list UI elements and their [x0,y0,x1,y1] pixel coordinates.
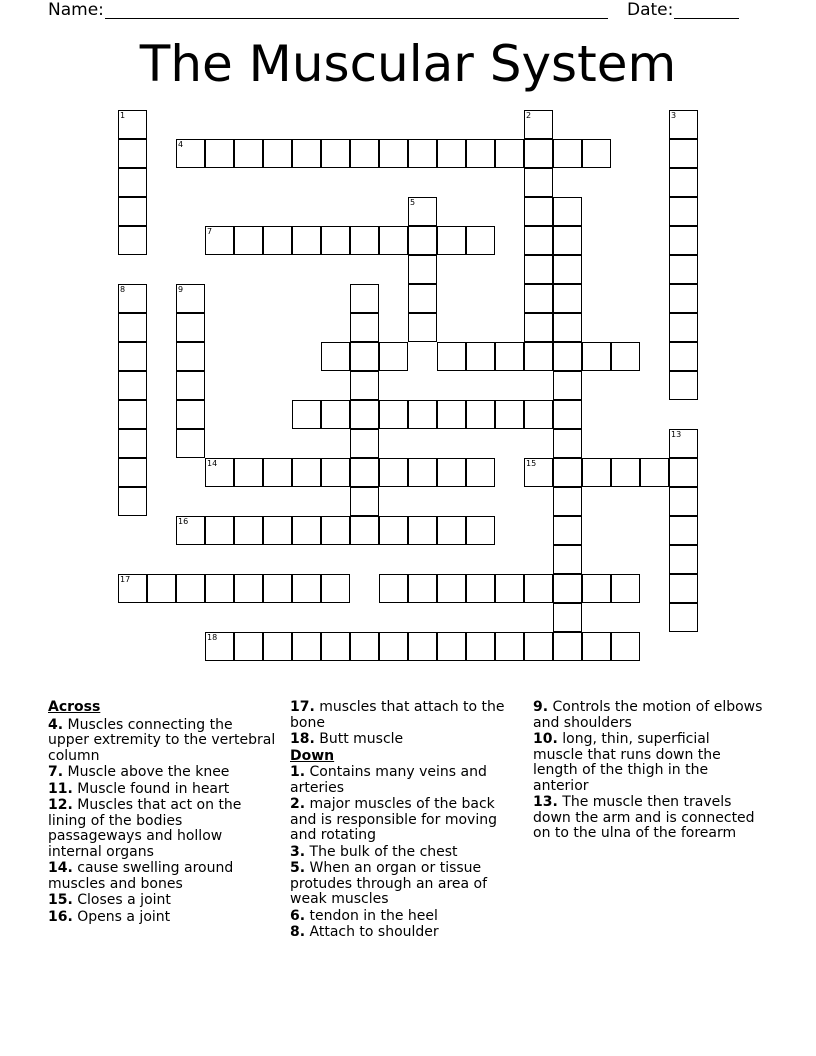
grid-cell[interactable] [118,458,147,487]
grid-cell[interactable] [495,400,524,429]
grid-cell[interactable] [582,458,611,487]
grid-cell[interactable] [350,284,379,313]
grid-cell[interactable] [408,632,437,661]
clue-column-3 [533,700,763,843]
grid-cell[interactable] [118,168,147,197]
grid-cell[interactable] [553,516,582,545]
clue-down: 5. When an organ or tissue protudes through an area of weak muscles [290,860,488,907]
clue-number: 14 [207,459,218,468]
grid-cell[interactable] [118,400,147,429]
grid-cell[interactable] [321,458,350,487]
grid-cell[interactable] [321,516,350,545]
grid-cell[interactable] [466,574,495,603]
clue-across: 17. muscles that attach to the bone [290,699,505,731]
grid-cell[interactable] [495,139,524,168]
name-label: Name: [48,0,104,20]
grid-cell[interactable] [669,197,698,226]
grid-cell[interactable] [234,458,263,487]
grid-cell[interactable] [408,574,437,603]
grid-cell[interactable] [553,603,582,632]
grid-cell[interactable] [234,226,263,255]
grid-cell[interactable] [582,139,611,168]
grid-cell[interactable] [611,574,640,603]
grid-cell[interactable] [669,516,698,545]
grid-cell[interactable] [408,400,437,429]
grid-cell[interactable] [350,516,379,545]
grid-cell[interactable] [321,342,350,371]
grid-cell[interactable] [205,632,234,661]
grid-cell[interactable] [408,458,437,487]
clue-number: 2 [526,111,532,120]
clue-down: 3. The bulk of the chest [290,843,458,860]
grid-cell[interactable] [205,516,234,545]
grid-cell[interactable] [263,516,292,545]
grid-cell[interactable] [350,400,379,429]
grid-cell[interactable] [553,574,582,603]
grid-cell[interactable] [611,458,640,487]
grid-cell[interactable] [379,226,408,255]
clue-column-1 [48,700,278,926]
grid-cell[interactable] [553,197,582,226]
grid-cell[interactable] [350,342,379,371]
grid-cell[interactable] [669,574,698,603]
clue-number: 13 [671,430,682,439]
clue-column-2 [290,700,520,942]
grid-cell[interactable] [466,458,495,487]
grid-cell[interactable] [553,371,582,400]
grid-cell[interactable] [205,139,234,168]
grid-cell[interactable] [524,284,553,313]
clue-across: 18. Butt muscle [290,731,404,747]
grid-cell[interactable] [524,255,553,284]
grid-cell[interactable] [582,342,611,371]
clue-down: 9. Controls the motion of elbows and shoulders [533,699,763,731]
grid-cell[interactable] [611,342,640,371]
grid-cell[interactable] [669,110,698,139]
grid-cell[interactable] [524,574,553,603]
grid-cell[interactable] [669,429,698,458]
grid-cell[interactable] [553,226,582,255]
clue-number: 9 [178,285,184,294]
grid-cell[interactable] [234,516,263,545]
clue-number: 17 [120,575,131,584]
clue-down: 13. The muscle then travels down the arm and is connected on to the ulna of the forearm [533,794,755,841]
grid-cell[interactable] [176,429,205,458]
grid-cell[interactable] [466,516,495,545]
grid-cell[interactable] [292,458,321,487]
clue-number: 4 [178,140,184,149]
grid-cell[interactable] [176,400,205,429]
clue-down: 10. long, thin, superficial muscle that runs down the length of the thigh in the anterior [533,731,721,794]
grid-cell[interactable] [350,226,379,255]
grid-cell[interactable] [669,226,698,255]
grid-cell[interactable] [437,400,466,429]
grid-cell[interactable] [205,574,234,603]
grid-cell[interactable] [292,139,321,168]
clue-number: 7 [207,227,213,236]
clue-across: 11. Muscle found in heart [48,780,230,797]
grid-cell[interactable] [321,632,350,661]
grid-cell[interactable] [263,632,292,661]
grid-cell[interactable] [669,168,698,197]
grid-cell[interactable] [118,371,147,400]
clue-number: 18 [207,633,218,642]
grid-cell[interactable] [118,284,147,313]
grid-cell[interactable] [408,226,437,255]
grid-cell[interactable] [582,574,611,603]
grid-cell[interactable] [524,197,553,226]
grid-cell[interactable] [321,574,350,603]
grid-cell[interactable] [321,400,350,429]
grid-cell[interactable] [466,400,495,429]
grid-cell[interactable] [669,458,698,487]
grid-cell[interactable] [524,139,553,168]
grid-cell[interactable] [524,226,553,255]
clue-number: 15 [526,459,537,468]
grid-cell[interactable] [553,342,582,371]
grid-cell[interactable] [553,429,582,458]
grid-cell[interactable] [379,458,408,487]
grid-cell[interactable] [437,139,466,168]
grid-cell[interactable] [524,313,553,342]
grid-cell[interactable] [553,284,582,313]
grid-cell[interactable] [147,574,176,603]
grid-cell[interactable] [234,139,263,168]
grid-cell[interactable] [524,342,553,371]
grid-cell[interactable] [292,400,321,429]
grid-cell[interactable] [408,284,437,313]
grid-cell[interactable] [553,545,582,574]
grid-cell[interactable] [176,371,205,400]
grid-cell[interactable] [553,139,582,168]
grid-cell[interactable] [234,574,263,603]
grid-cell[interactable] [669,139,698,168]
grid-cell[interactable] [408,255,437,284]
grid-cell[interactable] [292,226,321,255]
grid-cell[interactable] [669,603,698,632]
clue-across: 15. Closes a joint [48,892,171,908]
grid-cell[interactable] [524,400,553,429]
grid-cell[interactable] [263,139,292,168]
grid-cell[interactable] [437,458,466,487]
grid-cell[interactable] [263,574,292,603]
grid-cell[interactable] [118,313,147,342]
clue-number: 3 [671,111,677,120]
grid-cell[interactable] [321,139,350,168]
grid-cell[interactable] [437,516,466,545]
clue-down: 2. major muscles of the back and is responsible for moving and rotating [290,796,497,843]
grid-cell[interactable] [118,139,147,168]
grid-cell[interactable] [350,371,379,400]
grid-cell[interactable] [466,139,495,168]
down-heading: Down [290,747,335,764]
grid-cell[interactable] [321,226,350,255]
grid-cell[interactable] [379,342,408,371]
grid-cell[interactable] [118,429,147,458]
grid-cell[interactable] [234,632,263,661]
grid-cell[interactable] [553,313,582,342]
grid-cell[interactable] [350,632,379,661]
grid-cell[interactable] [118,197,147,226]
clue-down: 6. tendon in the heel [290,907,438,924]
grid-cell[interactable] [669,342,698,371]
grid-cell[interactable] [495,632,524,661]
grid-cell[interactable] [553,487,582,516]
clue-number: 16 [178,517,189,526]
grid-cell[interactable] [524,110,553,139]
grid-cell[interactable] [118,574,147,603]
grid-cell[interactable] [437,632,466,661]
page-title: The Muscular System [139,35,677,93]
grid-cell[interactable] [263,226,292,255]
grid-cell[interactable] [176,516,205,545]
grid-cell[interactable] [437,574,466,603]
grid-cell[interactable] [118,110,147,139]
clue-number: 8 [120,285,126,294]
grid-cell[interactable] [408,139,437,168]
grid-cell[interactable] [205,226,234,255]
grid-cell[interactable] [437,342,466,371]
grid-cell[interactable] [350,139,379,168]
clue-across: 16. Opens a joint [48,908,171,925]
grid-cell[interactable] [350,487,379,516]
grid-cell[interactable] [495,574,524,603]
grid-cell[interactable] [176,284,205,313]
grid-cell[interactable] [669,487,698,516]
clue-number: 5 [410,198,416,207]
grid-cell[interactable] [176,342,205,371]
grid-cell[interactable] [582,632,611,661]
grid-cell[interactable] [553,458,582,487]
grid-cell[interactable] [437,226,466,255]
grid-cell[interactable] [524,632,553,661]
grid-cell[interactable] [611,632,640,661]
grid-cell[interactable] [263,458,292,487]
grid-cell[interactable] [118,342,147,371]
grid-cell[interactable] [408,197,437,226]
grid-cell[interactable] [466,342,495,371]
grid-cell[interactable] [466,632,495,661]
grid-cell[interactable] [350,313,379,342]
grid-cell[interactable] [669,545,698,574]
clue-number: 1 [120,111,126,120]
grid-cell[interactable] [669,284,698,313]
grid-cell[interactable] [669,313,698,342]
grid-cell[interactable] [408,516,437,545]
grid-cell[interactable] [669,371,698,400]
grid-cell[interactable] [176,139,205,168]
grid-cell[interactable] [553,400,582,429]
grid-cell[interactable] [408,313,437,342]
clue-across: 7. Muscle above the knee [48,764,230,780]
grid-cell[interactable] [379,516,408,545]
grid-cell[interactable] [524,168,553,197]
grid-cell[interactable] [292,632,321,661]
grid-cell[interactable] [640,458,669,487]
grid-cell[interactable] [466,226,495,255]
across-heading: Across [48,699,101,715]
grid-cell[interactable] [495,342,524,371]
grid-cell[interactable] [524,458,553,487]
grid-cell[interactable] [350,458,379,487]
grid-cell[interactable] [176,574,205,603]
grid-cell[interactable] [379,574,408,603]
grid-cell[interactable] [205,458,234,487]
grid-cell[interactable] [553,255,582,284]
clue-across: 4. Muscles connecting the upper extremity to the vertebral column [48,716,276,764]
grid-cell[interactable] [292,516,321,545]
grid-cell[interactable] [379,632,408,661]
grid-cell[interactable] [379,400,408,429]
grid-cell[interactable] [176,313,205,342]
clue-across: 14. cause swelling around muscles and bones [48,860,234,892]
grid-cell[interactable] [553,632,582,661]
grid-cell[interactable] [292,574,321,603]
grid-cell[interactable] [118,487,147,516]
clue-down: 1. Contains many veins and arteries [290,764,487,796]
clue-across: 12. Muscles that act on the lining of the bodies passageways and hollow internal organs [48,797,242,860]
grid-cell[interactable] [118,226,147,255]
clue-down: 8. Attach to shoulder [290,924,439,940]
grid-cell[interactable] [350,429,379,458]
grid-cell[interactable] [379,139,408,168]
date-label: Date: [627,0,674,20]
grid-cell[interactable] [669,255,698,284]
